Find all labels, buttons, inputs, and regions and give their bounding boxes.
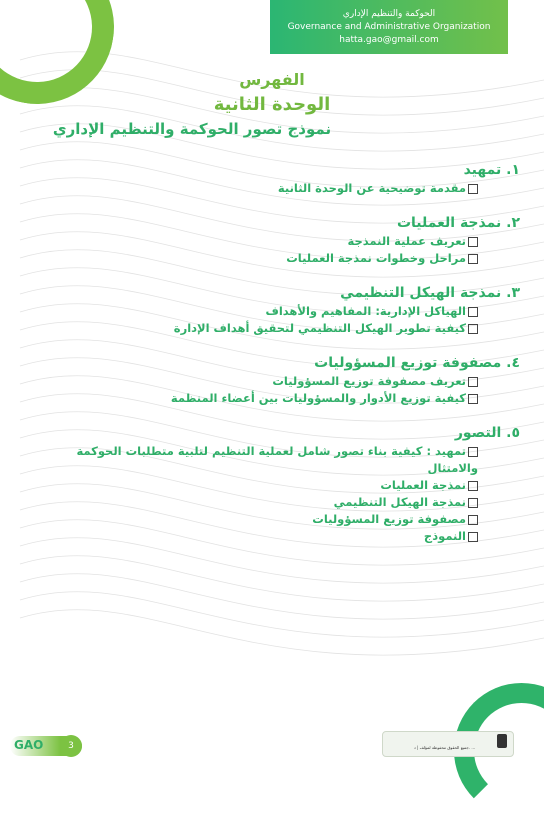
header-title-en: Governance and Administrative Organization	[287, 22, 491, 32]
page-number: 3	[60, 735, 82, 757]
toc-section	[50, 160, 520, 197]
section-title: ٣. نمذجة الهيكل التنظيمي	[340, 285, 520, 301]
unit-title: الوحدة الثانية	[213, 94, 331, 115]
section-title: ٤. مصفوفة توزيع المسؤوليات	[314, 355, 520, 371]
toc-section	[50, 353, 520, 407]
toc-item: نمذجة الهيكل التنظيمي	[50, 494, 520, 511]
toc-section	[50, 283, 520, 337]
toc-item: الهياكل الإدارية: المفاهيم والأهداف	[50, 303, 520, 320]
toc-item: تمهيد : كيفية بناء تصور شامل لعملية التنظيم لتلبية متطلبات الحوكمة والامتثال	[76, 444, 478, 475]
checkbox-icon	[468, 237, 478, 247]
toc-item: تعريف مصفوفة توزيع المسؤوليات	[50, 373, 520, 390]
toc-section	[50, 423, 520, 545]
toc-item: تعريف عملية النمذجة	[50, 233, 520, 250]
toc-section	[50, 213, 520, 267]
section-title: ٥. التصور	[454, 425, 520, 441]
header-email: hatta.gao@gmail.com	[339, 35, 439, 45]
brand-logo-text: GAO	[14, 738, 44, 752]
logo-icon	[497, 734, 507, 748]
table-of-contents	[50, 160, 520, 561]
footer-credit-box	[382, 731, 514, 757]
toc-item: كيفية توزيع الأدوار والمسؤوليات بين أعضاء المنظمة	[50, 390, 520, 407]
checkbox-icon	[468, 515, 478, 525]
checkbox-icon	[468, 498, 478, 508]
section-title: ١. تمهيد	[463, 162, 520, 178]
checkbox-icon	[468, 184, 478, 194]
toc-item: نمذجة العمليات	[50, 477, 520, 494]
footer-credit-text: جميع الحقوق محفوظة لمؤلف | د. ...	[414, 745, 476, 750]
checkbox-icon	[468, 324, 478, 334]
toc-item: كيفية تطوير الهيكل التنظيمي لتحقيق أهداف الإدارة	[50, 320, 520, 337]
checkbox-icon	[468, 394, 478, 404]
checkbox-icon	[468, 254, 478, 264]
unit-subtitle: نموذج تصور الحوكمة والتنظيم الإداري	[52, 120, 332, 138]
toc-item: النموذج	[50, 528, 520, 545]
index-title: الفهرس	[239, 70, 305, 89]
checkbox-icon	[468, 447, 478, 457]
checkbox-icon	[468, 532, 478, 542]
toc-item: مقدمة توضيحية عن الوحدة الثانية	[50, 180, 520, 197]
header-box	[270, 0, 508, 54]
checkbox-icon	[468, 377, 478, 387]
header-title-ar: الحوكمة والتنظيم الإداري	[342, 9, 436, 19]
toc-item: مصفوفة توزيع المسؤوليات	[50, 511, 520, 528]
toc-item: مراحل وخطوات نمذجة العمليات	[50, 250, 520, 267]
checkbox-icon	[468, 481, 478, 491]
section-title: ٢. نمذجة العمليات	[396, 215, 520, 231]
checkbox-icon	[468, 307, 478, 317]
